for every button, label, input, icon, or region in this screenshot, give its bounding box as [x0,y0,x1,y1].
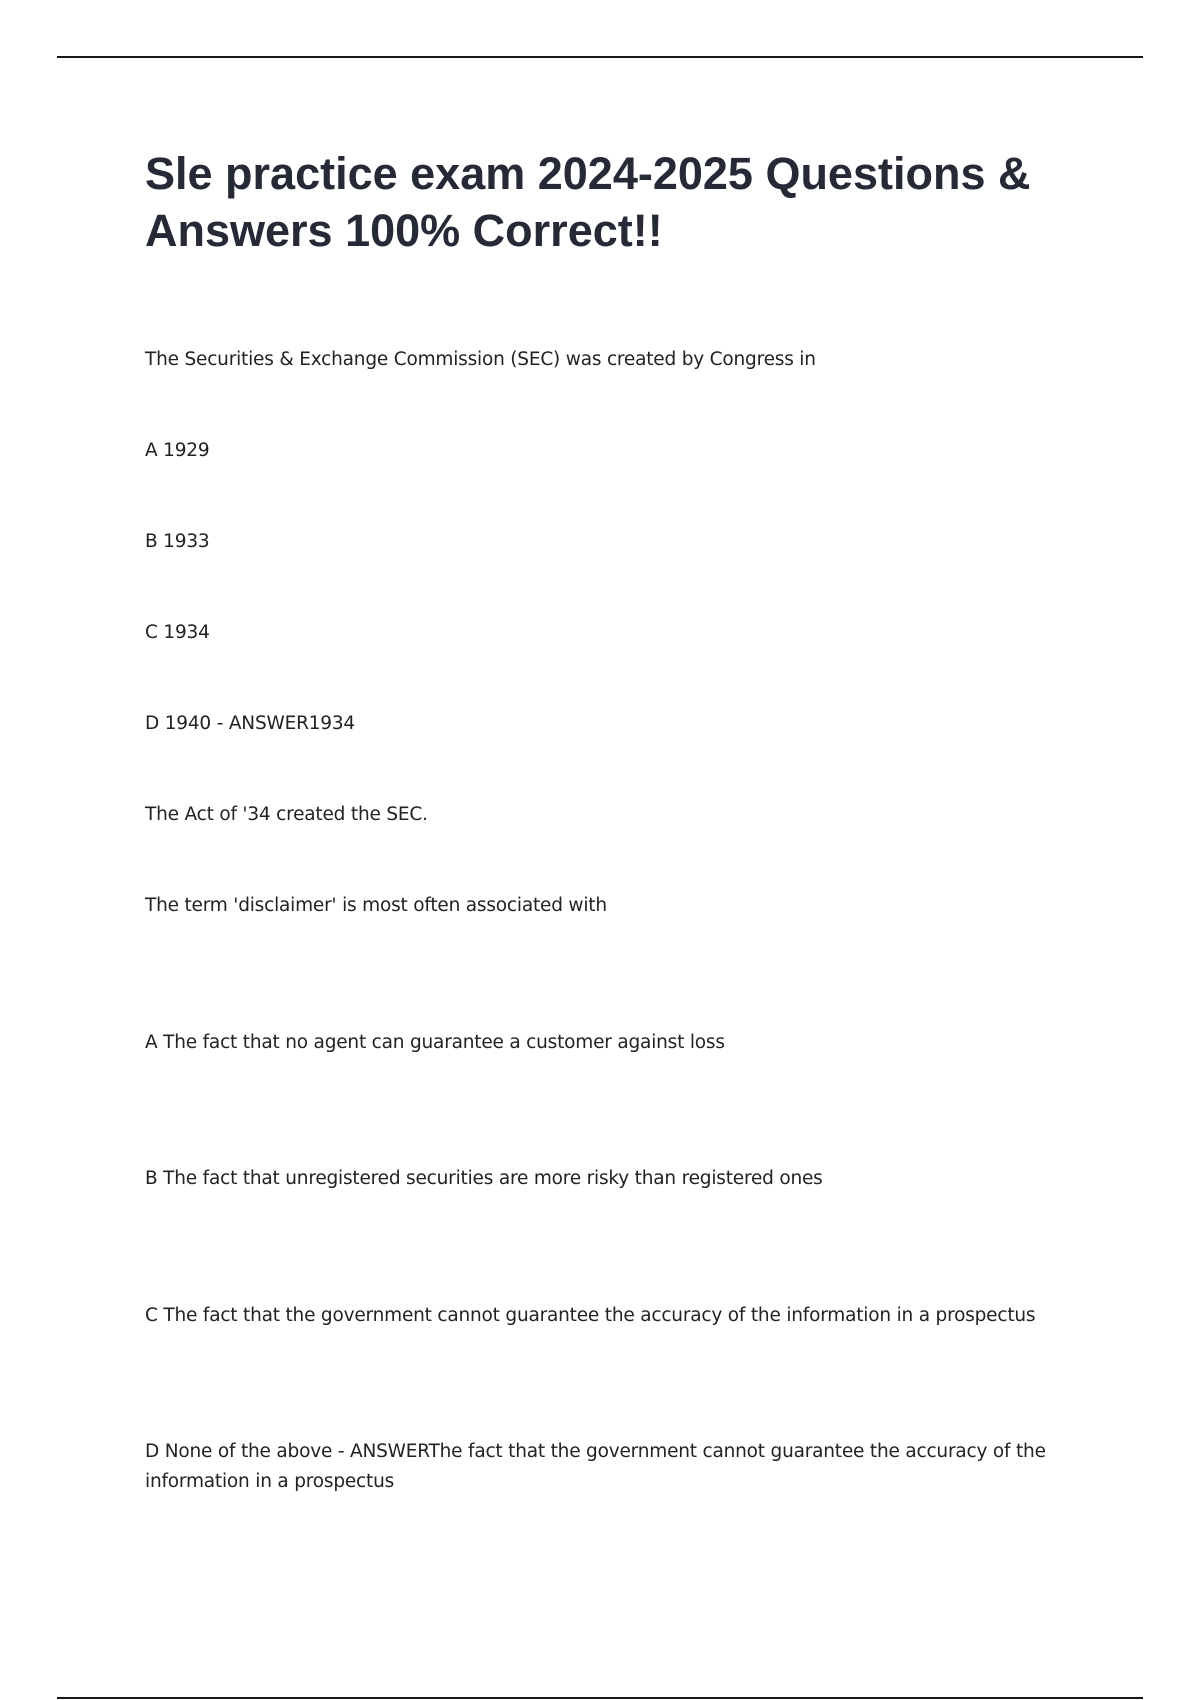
question-1-explanation: The Act of '34 created the SEC. [145,804,428,825]
question-1-option-d-answer: D 1940 - ANSWER1934 [145,713,355,734]
top-rule [57,56,1143,58]
bottom-rule [57,1697,1143,1699]
question-2-option-a: A The fact that no agent can guarantee a customer against loss [145,1032,725,1053]
document-title: Sle practice exam 2024-2025 Questions & Answers 100% Correct!! [145,148,1031,256]
question-2-option-d-answer: D None of the above - ANSWERThe fact that the government cannot guarantee the accuracy of the information in a prospectus [145,1441,1046,1492]
question-1-option-a: A 1929 [145,440,210,461]
question-1-option-c: C 1934 [145,622,210,643]
question-1-option-b: B 1933 [145,531,210,552]
question-2-option-b: B The fact that unregistered securities are more risky than registered ones [145,1168,823,1189]
question-2-prompt: The term 'disclaimer' is most often associated with [145,895,607,916]
question-2-option-c: C The fact that the government cannot guarantee the accuracy of the information in a prospectus [145,1305,1036,1326]
question-1-prompt: The Securities & Exchange Commission (SEC) was created by Congress in [145,349,816,370]
